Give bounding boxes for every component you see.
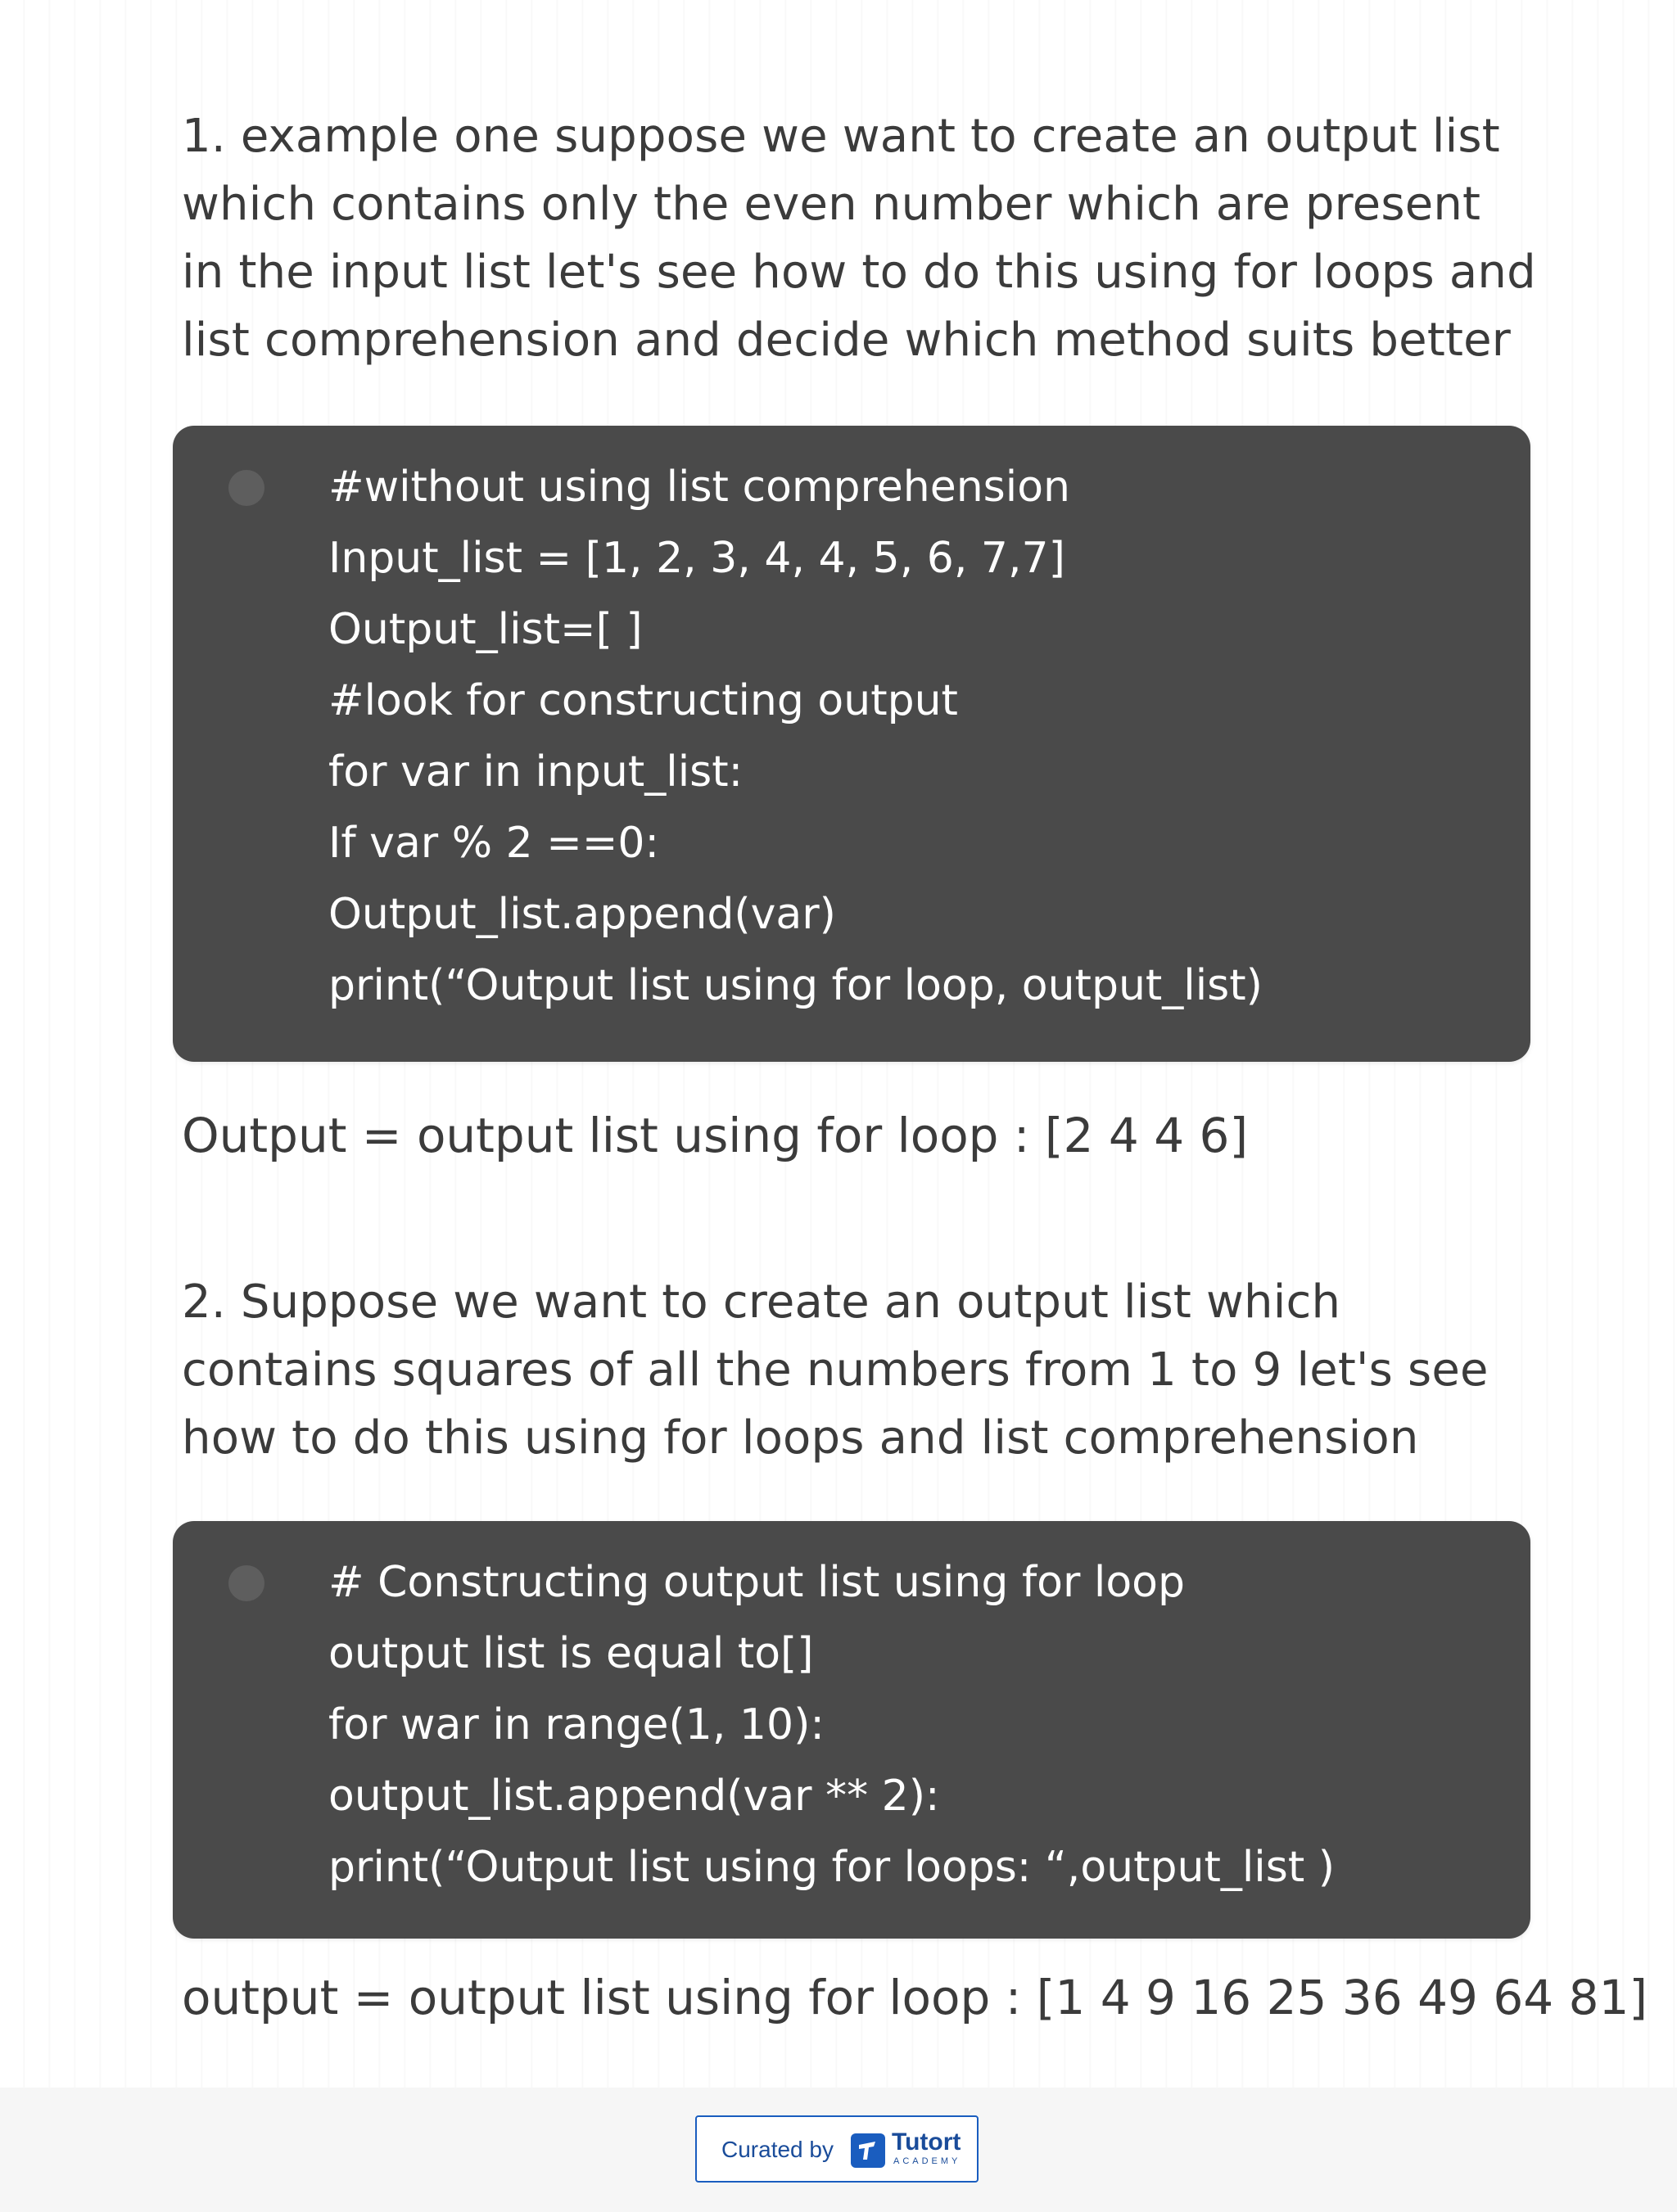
text-line: list comprehension and decide which method suits better <box>182 314 1512 367</box>
section1-output: Output = output list using for loop : [2 4 4 6] <box>182 1108 1249 1163</box>
text-line: how to do this using for loops and list comprehension <box>182 1411 1419 1465</box>
text-line: which contains only the even number which are present <box>182 178 1481 231</box>
section2-output: output = output list using for loop : [1 4 9 16 25 36 49 64 81] <box>182 1970 1648 2025</box>
code-block-1 <box>173 426 1530 1062</box>
code-line: #look for constructing output <box>328 676 958 725</box>
code-line: print(“Output list using for loop, output_list) <box>328 961 1263 1010</box>
code-line: output_list.append(var ** 2): <box>328 1772 940 1821</box>
code-line: output list is equal to[] <box>328 1629 814 1678</box>
code-lines <box>328 452 1263 1022</box>
text-line: 1. example one suppose we want to create an output list <box>182 110 1500 163</box>
bullet-icon <box>228 1565 264 1601</box>
footer <box>0 2088 1677 2212</box>
code-block-2 <box>173 1521 1530 1939</box>
code-line: print(“Output list using for loops: “,output_list ) <box>328 1843 1336 1892</box>
logo-subtitle: ACADEMY <box>893 2156 961 2166</box>
section2-paragraph <box>182 1268 1623 1472</box>
code-line: #without using list comprehension <box>328 463 1070 512</box>
text-line: in the input list let's see how to do this using for loops and <box>182 246 1536 299</box>
text-line: 2. Suppose we want to create an output list which <box>182 1275 1341 1329</box>
code-line: for var in input_list: <box>328 747 744 797</box>
logo-name: Tutort <box>892 2128 961 2156</box>
section1-paragraph <box>182 102 1623 374</box>
curated-by-label: Curated by <box>721 2137 834 2162</box>
code-lines <box>328 1547 1335 1903</box>
code-line: # Constructing output list using for loop <box>328 1558 1185 1607</box>
code-line: Input_list = [1, 2, 3, 4, 4, 5, 6, 7,7] <box>328 534 1065 583</box>
code-line: Output_list.append(var) <box>328 890 836 939</box>
code-line: If var % 2 ==0: <box>328 819 660 868</box>
tutort-logo-icon <box>851 2133 885 2168</box>
tutort-logo-glyph <box>851 2133 885 2168</box>
code-line: Output_list=[ ] <box>328 605 643 654</box>
code-line: for war in range(1, 10): <box>328 1700 825 1749</box>
bullet-icon <box>228 470 264 506</box>
text-line: contains squares of all the numbers from 1 to 9 let's see <box>182 1343 1489 1397</box>
curated-by-badge[interactable] <box>695 2115 979 2183</box>
